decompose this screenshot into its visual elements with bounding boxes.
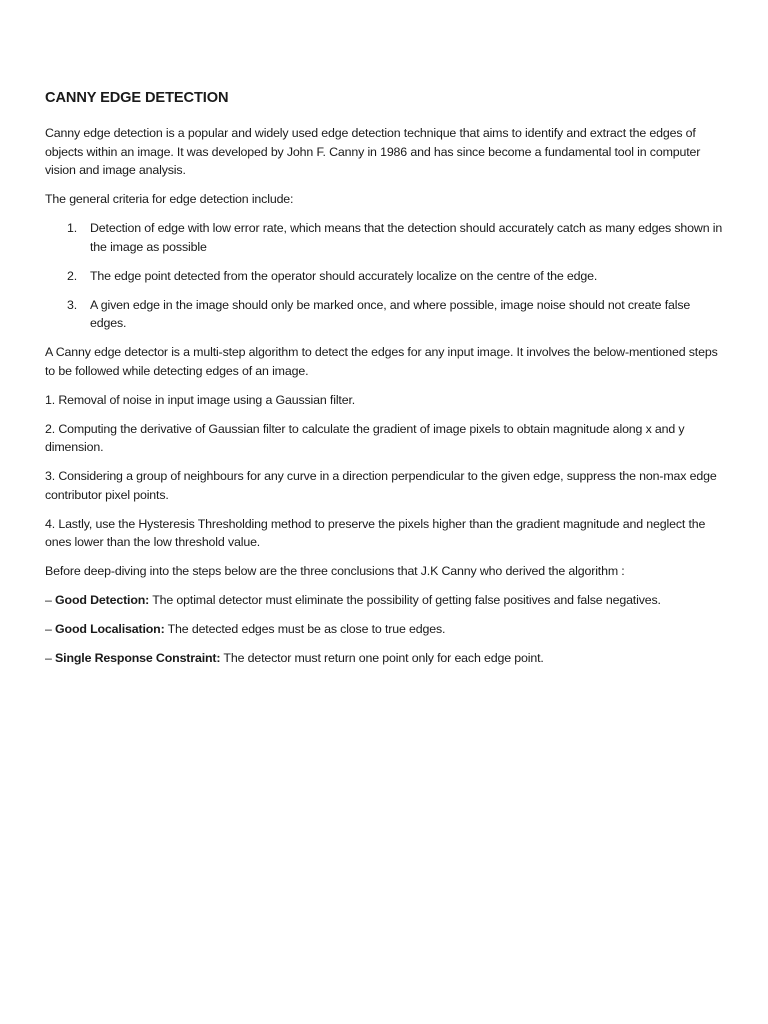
conclusion-dash: – <box>45 593 56 607</box>
conclusion-item <box>45 620 725 639</box>
criteria-heading: The general criteria for edge detection include: <box>45 192 294 206</box>
detector-intro-paragraph: A Canny edge detector is a multi-step algorithm to detect the edges for any input image. It involves the below-mentioned steps to be followed while detecting edges of an image. <box>45 345 718 378</box>
conclusion-label: Good Localisation: <box>55 622 165 636</box>
list-item-number: 3. <box>67 297 78 312</box>
criteria-list <box>45 219 725 333</box>
conclusion-text: The optimal detector must eliminate the possibility of getting false positives and false negatives. <box>149 593 661 607</box>
conclusion-label: Good Detection: <box>55 593 150 607</box>
document-page <box>45 88 725 678</box>
conclusion-label: Single Response Constraint: <box>55 651 221 665</box>
document-title: CANNY EDGE DETECTION <box>45 90 229 106</box>
step-paragraph: 2. Computing the derivative of Gaussian filter to calculate the gradient of image pixels to obtain magnitude along x and y dimension. <box>45 421 685 454</box>
conclusion-text: The detected edges must be as close to true edges. <box>164 622 446 636</box>
conclusion-dash: – <box>45 622 56 636</box>
list-item <box>45 296 725 333</box>
list-item-text: Detection of edge with low error rate, which means that the detection should accurately catch as many edges shown in the image as possible <box>90 221 723 254</box>
list-item <box>45 267 725 286</box>
list-item <box>45 219 725 256</box>
step-paragraph: 3. Considering a group of neighbours for any curve in a direction perpendicular to the given edge, suppress the non-max edge contributor pixel points. <box>45 469 717 502</box>
intro-paragraph: Canny edge detection is a popular and widely used edge detection technique that aims to identify and extract the edges of objects within an image. It was developed by John F. Canny in 1986 and has since become a fundamental tool in computer vision and image analysis. <box>45 126 701 177</box>
conclusions-intro-paragraph: Before deep-diving into the steps below are the three conclusions that J.K Canny who derived the algorithm : <box>45 564 625 578</box>
list-item-number: 2. <box>67 268 78 283</box>
conclusion-dash: – <box>45 651 56 665</box>
list-item-text: A given edge in the image should only be marked once, and where possible, image noise should not create false edges. <box>90 297 691 330</box>
conclusion-text: The detector must return one point only for each edge point. <box>220 651 544 665</box>
list-item-text: The edge point detected from the operator should accurately localize on the centre of the edge. <box>90 268 598 283</box>
step-paragraph: 1. Removal of noise in input image using a Gaussian filter. <box>45 392 356 407</box>
step-paragraph: 4. Lastly, use the Hysteresis Thresholding method to preserve the pixels higher than the gradient magnitude and neglect the ones lower than the low threshold value. <box>45 516 706 549</box>
conclusion-item <box>45 649 725 668</box>
list-item-number: 1. <box>67 221 78 235</box>
conclusion-item <box>45 591 725 610</box>
